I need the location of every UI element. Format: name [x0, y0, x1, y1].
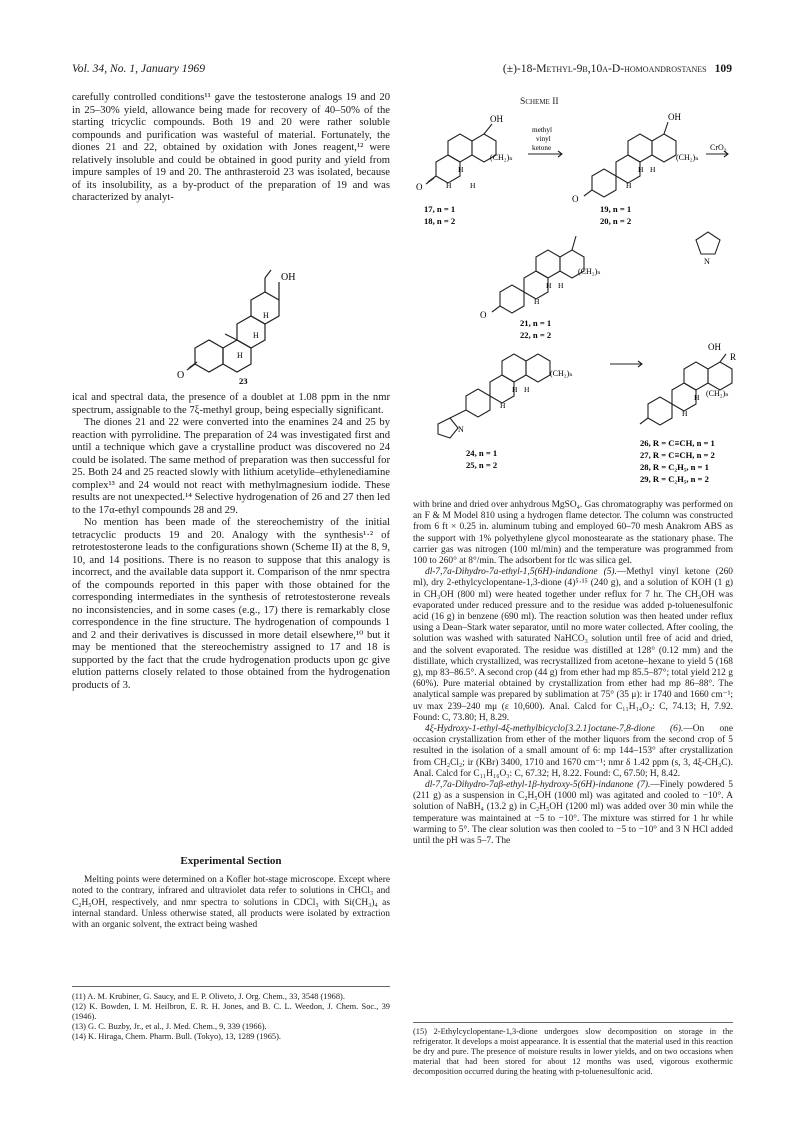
- atom-h: H: [558, 281, 564, 290]
- atom-oh: OH: [668, 112, 681, 122]
- label-23: 23: [239, 376, 248, 386]
- atom-h: H: [650, 165, 656, 174]
- scheme-ii: [410, 104, 740, 494]
- label-17: 17, n = 1: [424, 204, 456, 214]
- label-18: 18, n = 2: [424, 216, 456, 226]
- procedure-title-6: 4ξ-Hydroxy-1-ethyl-4ξ-methylbicyclo[3.2.1]octane-7,8-dione (6).: [425, 724, 684, 735]
- label-29: 29, R = C₂H₅, n = 2: [640, 474, 709, 484]
- footnote-rule: [413, 1022, 733, 1023]
- footnotes-left: (11) A. M. Krubiner, G. Saucy, and E. P. Oliveto, J. Org. Chem., 33, 3548 (1968). (12) K. Bowden, I. M. Heilbron, E. R. H. Jones, and B. C. L. Weedon, J. Chem. Soc., 39 (1946). (13) G. C. Buzby, Jr., et al., J. Med. Chem., 9, 339 (1966). (14) K. Hiraga, Chem. Pharm. Bull. (Tokyo), 13, 1289 (1965).: [72, 992, 390, 1042]
- label-21: 21, n = 1: [520, 318, 552, 328]
- section-title: Experimental Section: [180, 855, 282, 867]
- left-para-1: carefully controlled conditions¹¹ gave the testosterone analogs 19 and 20 in 25–30% yield, allowance being made for recovery of 40–50% of the starting tricyclic compounds. Both 19 and 20 were rather soluble compounds and purification was wasteful of material. Fortunately, the diones 21 and 22, obtained by oxidation with Jones reagent,¹² were relatively insoluble and could be obtained in good purity and yield from impure samples of 19 and 20. The anthrasteroid 23 was isolated, because of its insolubility, as a by-product of the preparation of 19 and was characterized by analyt-: [72, 92, 390, 203]
- atom-h: H: [512, 385, 518, 394]
- procedure-title-7: dl-7,7a-Dihydro-7aβ-ethyl-1β-hydroxy-5(6H)-indanone (7).: [425, 780, 651, 791]
- atom-h: H: [524, 385, 530, 394]
- chain-label: (CH₂)ₙ: [550, 369, 573, 378]
- atom-oh: OH: [708, 342, 721, 352]
- journal-volume: Vol. 34, No. 1, January 1969: [72, 62, 205, 75]
- footnotes-right: (15) 2-Ethylcyclopentane-1,3-dione undergoes slow decomposition on storage in the refrigerator. It develops a moist appearance. It is essential that the material used in this reaction be dry and pure. The presence of moisture results in lower yields, and on two occasions when material that had been stored for about 12 months was used, vigorous exothermic decomposition occurred during the heating with p-toluenesulfonic acid.: [413, 1027, 733, 1077]
- atom-h: H: [263, 311, 269, 320]
- atom-nh: N: [704, 257, 710, 266]
- atom-o: O: [572, 194, 579, 204]
- reagent-1-line1: methyl: [532, 126, 552, 134]
- scheme-title: Scheme II: [520, 96, 559, 107]
- atom-o: O: [416, 182, 423, 192]
- atom-h: H: [694, 393, 700, 402]
- page-number: 109: [714, 62, 732, 75]
- atom-oh: OH: [490, 114, 503, 124]
- left-paras-2: ical and spectral data, the presence of a doublet at 1.08 ppm in the nmr spectrum, assignable to the 7ξ-methyl group, being especially significant. The diones 21 and 22 were converted into the enamines 24 and 25 by reaction with pyrrolidine. The preparation of 24 was investigated first and until a technique which gave a crystalline product was discovered no 24 could be isolated. The same method of preparation was then successful for 25. Both 24 and 25 reacted slowly with lithium acetylide–ethylenediamine complex¹³ and 24 would not react with methylmagnesium iodide. These results are not unexpected.¹⁴ Selective hydrogenation of 26 and 27 then led to the 17α-ethyl compounds 28 and 29. No mention has been made of the stereochemistry of the initial tetracyclic products 19 and 20. Analogy with the synthesis¹·² of retrotestosterone leads to the configurations shown (Scheme II) at the 8, 9, 10, and 14 positions. There is no reason to suppose that this analogy is incorrect, and the available data support it. Comparison of the nmr spectra of the compounds reported in this paper with those obtained for the corresponding intermediates in the synthesis of retrotestosterone reveals no inconsistencies, and in some cases (e.g., 17) there is remarkably close correspondence in the fine structure. The hydrogenation of compounds 1 and 2 and their derivatives is discussed in more detail elsewhere,¹⁰ but it may be mentioned that the stereochemistry assigned to 17 and 18 is supported by the fact that the crude hydrogenation products upon gc give elution patterns closely related to those obtained from the hydrogenation products of 3.: [72, 392, 390, 691]
- running-header: [72, 62, 732, 80]
- atom-h: H: [626, 181, 632, 190]
- atom-oh: OH: [281, 272, 296, 283]
- experimental-section: Experimental Section Melting points were determined on a Kofler hot-stage microscope. Except where noted to the contrary, infrared and ultraviolet data refer to solutions in CHCl₃ and C₂H₅OH, respectively, and nmr spectra to solutions in CDCl₃ with Si(CH₃)₄ as internal standard. Unless otherwise stated, all products were isolated by extraction with an organic solvent, the extract being washed: [72, 855, 390, 931]
- reagent-2: CrO₃: [710, 143, 727, 152]
- atom-h: H: [546, 281, 552, 290]
- label-27: 27, R = C≡CH, n = 2: [640, 450, 715, 460]
- label-20: 20, n = 2: [600, 216, 632, 226]
- footnote-rule: [72, 986, 390, 987]
- chain-label: (CH₂)ₙ: [676, 153, 699, 162]
- atom-r: R: [730, 352, 737, 362]
- label-24: 24, n = 1: [466, 448, 498, 458]
- atom-h: H: [500, 401, 506, 410]
- reagent-1-line3: ketone: [532, 144, 552, 152]
- atom-h: H: [638, 165, 644, 174]
- chain-label: (CH₂)ₙ: [490, 153, 513, 162]
- label-26: 26, R = C≡CH, n = 1: [640, 438, 715, 448]
- label-22: 22, n = 2: [520, 330, 552, 340]
- atom-h: H: [253, 331, 259, 340]
- reagent-1-line2: vinyl: [536, 135, 551, 143]
- atom-o: O: [177, 370, 185, 381]
- running-title: (±)-18-Methyl-9β,10α-D-homoandrostanes: [502, 62, 707, 75]
- atom-h: H: [470, 181, 476, 190]
- label-28: 28, R = C₂H₅, n = 1: [640, 462, 709, 472]
- label-25: 25, n = 2: [466, 460, 498, 470]
- atom-h: H: [237, 351, 243, 360]
- procedure-title-5: dl-7,7a-Dihydro-7a-ethyl-1,5(6H)-indandione (5).: [425, 567, 617, 578]
- right-column-text: with brine and dried over anhydrous MgSO₄. Gas chromatography was performed on an F & M Model 810 using a hydrogen flame detector. The column was constructed from 6 ft × 0.25 in. aluminum tubing and employed 60–70 mesh Anakrom ABS as the support with 1% polyethylene glycol monostearate as the stationary phase. The carrier gas was nitrogen (100 ml/min) and the temperature was programmed from 100 to 260° at 8°/min. The adsorbent for tlc was silica gel. dl-7,7a-Dihydro-7a-ethyl-1,5(6H)-indandione (5).—Methyl vinyl ketone (260 ml), dry 2-ethylcyclopentane-1,3-dione (4)⁵·¹⁵ (240 g), and a solution of KOH (1 g) in CH₃OH (800 ml) were heated together under reflux for 7 hr. The CH₃OH was evaporated under reduced pressure and to the residue was added p-toluenesulfonic acid (16 g) in benzene (690 ml). The reaction solution was then heated under reflux using a Dean–Stark water separator, until no more water collected. After cooling, the solution was washed with saturated NaHCO₃ solution until free of acid and dried, and the solvent evaporated. The residue was distilled at 128° (0.12 mm) and the distillate, which crystallized, was recrystallized from acetone–hexane to yield 5 (168 g), mp 83–86.5°. A second crop (44 g) from ether had mp 85.5–87°; total yield 212 g (60%). Pure material obtained by crystallization from ether had mp 86–88°. The analytical sample was prepared by sublimation at 75° (35 μ): ir 1740 and 1660 cm⁻¹; uv max 239–240 mμ (ε 10,600). Anal. Calcd for C₁₁H₁₄O₂: C, 74.13; H, 7.92. Found: C, 73.80; H, 8.29. 4ξ-Hydroxy-1-ethyl-4ξ-methylbicyclo[3.2.1]octane-7,8-dione (6).—On one occasion crystallization from ether of the mother liquors from the second crop of 5 resulted in the isolation of a small amount of 6: mp 144–153° after crystallization from CH₂Cl₂; ir (KBr) 3400, 1710 and 1670 cm⁻¹; nmr δ 1.42 ppm (s, 3, 4ξ-CH₃C). Anal. Calcd for C₁₁H₁₆O₃: C, 67.32; H, 8.22. Found: C, 67.50; H, 8.42. dl-7,7a-Dihydro-7aβ-ethyl-1β-hydroxy-5(6H)-indanone (7).—Finely powdered 5 (211 g) as a suspension in C₂H₅OH (1000 ml) was agitated and cooled to −10°. A solution of NaBH₄ (13.2 g) in C₂H₅OH (1200 ml) was added over 30 min while the temperature was maintained at −5 to −10°. The mixture was stirred for 1 hr while warming to 5°. The clear solution was then cooled to −5 to −10° and 3 N HCl added until the pH was 5–7. The: [413, 500, 734, 847]
- chain-label: (CH₂)ₙ: [706, 389, 729, 398]
- chain-label: (CH₂)ₙ: [578, 267, 601, 276]
- atom-h: H: [682, 409, 688, 418]
- label-19: 19, n = 1: [600, 204, 632, 214]
- compound-23-structure: [175, 258, 315, 386]
- atom-h: H: [458, 165, 464, 174]
- atom-n: N: [458, 425, 464, 434]
- atom-h: H: [534, 297, 540, 306]
- atom-h: H: [446, 181, 452, 190]
- atom-o: O: [480, 310, 487, 320]
